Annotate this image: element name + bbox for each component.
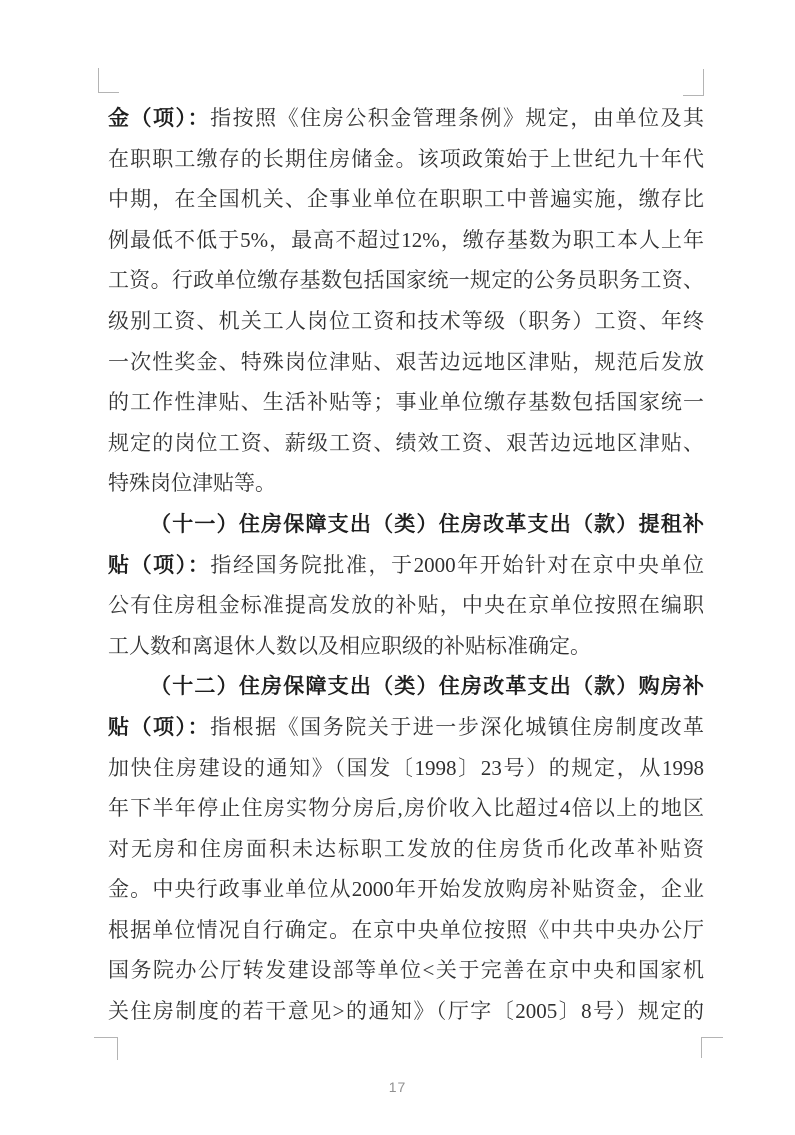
line-bold-segment: 金（项）： (108, 106, 211, 130)
line-text-segment: 指经国务院批准，于2000年开始针对在京中央单位 (210, 552, 705, 577)
text-line (108, 666, 704, 707)
text-line (108, 504, 704, 545)
line-text-segment: 金。中央行政事业单位从2000年开始发放购房补贴资金，企业 (108, 877, 704, 902)
text-line (108, 545, 704, 586)
text-line (108, 829, 704, 870)
line-text-segment: 年下半年停止住房实物分房后,房价收入比超过4倍以上的地区 (108, 796, 704, 821)
text-line (108, 301, 704, 342)
line-text-segment: 工资。行政单位缴存基数包括国家统一规定的公务员职务工资、 (108, 268, 704, 293)
text-line (108, 179, 704, 220)
line-text-segment: 对无房和住房面积未达标职工发放的住房货币化改革补贴资 (108, 836, 704, 861)
line-bold-segment: 贴（项）： (108, 714, 211, 739)
line-text-segment: 根据单位情况自行确定。在京中央单位按照《中共中央办公厅 (108, 917, 704, 942)
line-text-segment: 一次性奖金、特殊岗位津贴、艰苦边远地区津贴，规范后发放 (108, 349, 704, 374)
text-boundary-mark-bottom-right (701, 1037, 723, 1058)
text-line (108, 139, 704, 180)
text-line (108, 910, 704, 951)
page-number: 17 (388, 1079, 407, 1095)
line-text-segment: 关住房制度的若干意见>的通知》（厅字〔2005〕8号）规定的 (108, 999, 704, 1024)
text-line (108, 463, 704, 504)
line-text-segment: 加快住房建设的通知》（国发〔1998〕23号）的规定，从1998 (108, 755, 704, 780)
text-boundary-mark-top-right (683, 69, 704, 96)
text-line (108, 423, 704, 464)
text-boundary-mark-top-left (98, 68, 119, 93)
text-line (108, 382, 704, 423)
line-text-segment: 公有住房租金标准提高发放的补贴，中央在京单位按照在编职 (108, 593, 704, 618)
text-line (108, 260, 704, 301)
line-bold-segment: （十一）住房保障支出（类）住房改革支出（款）提租补 (150, 511, 704, 536)
text-line (108, 626, 704, 667)
line-text-segment: 规定的岗位工资、薪级工资、绩效工资、艰苦边远地区津贴、 (108, 430, 704, 455)
line-bold-segment: （十二）住房保障支出（类）住房改革支出（款）购房补 (150, 674, 704, 699)
line-text-segment: 中期，在全国机关、企事业单位在职职工中普遍实施，缴存比 (108, 187, 704, 212)
text-boundary-mark-bottom-left (94, 1037, 118, 1060)
line-text-segment: 级别工资、机关工人岗位工资和技术等级（职务）工资、年终 (108, 308, 704, 333)
line-text-segment: 在职职工缴存的长期住房储金。该项政策始于上世纪九十年代 (108, 146, 704, 171)
text-line (108, 707, 704, 748)
text-line (108, 585, 704, 626)
line-text-segment: 的工作性津贴、生活补贴等；事业单位缴存基数包括国家统一 (108, 390, 704, 415)
line-text-segment: 例最低不低于5%，最高不超过12%，缴存基数为职工本人上年 (108, 227, 704, 252)
document-body (108, 98, 704, 1032)
text-line (108, 342, 704, 383)
line-text-segment: 特殊岗位津贴等。 (108, 471, 276, 496)
line-text-segment: 指按照《住房公积金管理条例》规定，由单位及其 (210, 106, 705, 130)
line-bold-segment: 贴（项）： (108, 552, 211, 577)
line-text-segment: 国务院办公厅转发建设部等单位<关于完善在京中央和国家机 (108, 958, 704, 983)
text-line (108, 788, 704, 829)
text-line (108, 950, 704, 991)
text-line (108, 991, 704, 1032)
text-line (108, 869, 704, 910)
line-text-segment: 指根据《国务院关于进一步深化城镇住房制度改革 (210, 714, 705, 739)
line-text-segment: 工人数和离退休人数以及相应职级的补贴标准确定。 (108, 633, 591, 658)
text-line (108, 98, 704, 139)
text-line (108, 220, 704, 261)
text-line (108, 748, 704, 789)
